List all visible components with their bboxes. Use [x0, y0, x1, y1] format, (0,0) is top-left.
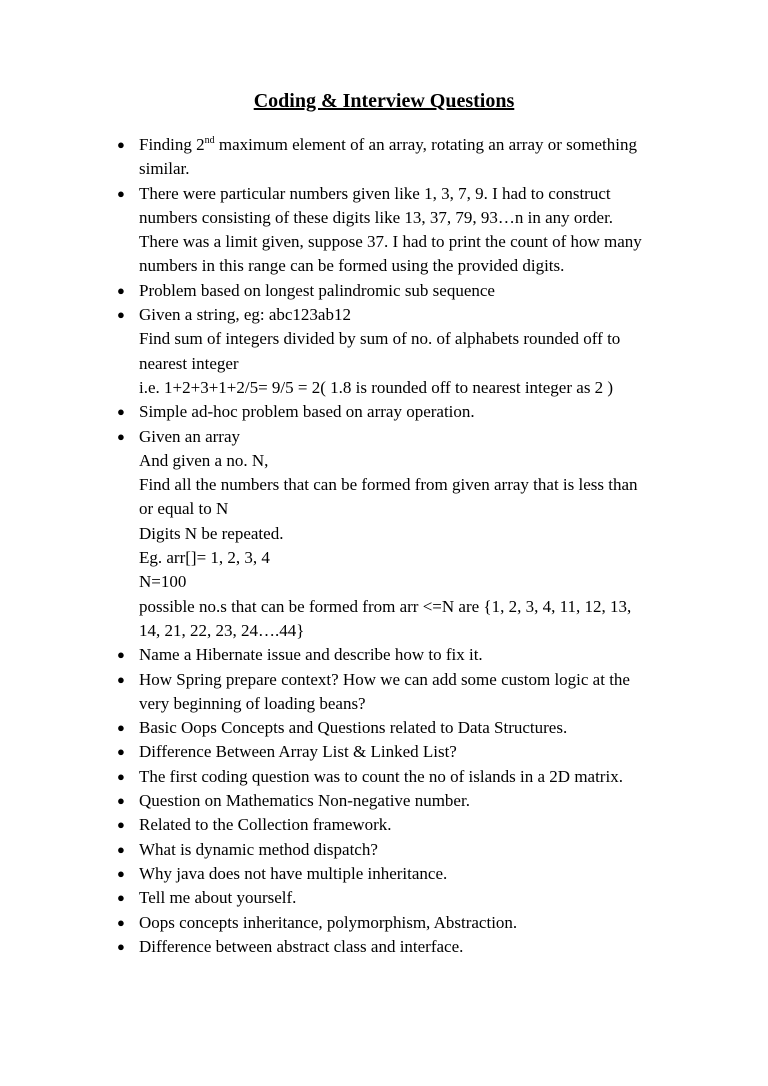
ordinal-suffix: nd: [204, 135, 215, 146]
item-line: similar.: [139, 159, 190, 179]
item-line: i.e. 1+2+3+1+2/5= 9/5 = 2( 1.8 is rounded off to nearest integer as 2 ): [139, 377, 614, 397]
item-line: Simple ad-hoc problem based on array operation.: [139, 402, 475, 422]
bullet-icon: ●: [117, 817, 125, 833]
bullet-icon: ●: [117, 914, 125, 930]
bullet-icon: ●: [117, 671, 125, 687]
list-item: [112, 303, 682, 400]
item-line: What is dynamic method dispatch?: [139, 839, 378, 859]
bullet-icon: ●: [117, 185, 125, 201]
item-line: The first coding question was to count the no of islands in a 2D matrix.: [139, 766, 623, 786]
item-line: Why java does not have multiple inheritance.: [139, 863, 448, 883]
list-item: [112, 133, 682, 182]
list-item: [112, 813, 682, 837]
item-line: Find sum of integers divided by sum of no. of alphabets rounded off to: [139, 329, 621, 349]
item-line: There were particular numbers given like 1, 3, 7, 9. I had to construct: [139, 183, 611, 203]
item-line: numbers in this range can be formed using the provided digits.: [139, 256, 565, 276]
item-line: Name a Hibernate issue and describe how to fix it.: [139, 645, 483, 665]
list-item: [112, 765, 682, 789]
item-line: Question on Mathematics Non-negative number.: [139, 791, 470, 811]
item-line: Oops concepts inheritance, polymorphism, Abstraction.: [139, 912, 518, 932]
bullet-icon: ●: [117, 307, 125, 323]
list-item: [112, 862, 682, 886]
item-line: 14, 21, 22, 23, 24….44}: [139, 620, 305, 640]
item-line: Difference between abstract class and interface.: [139, 936, 464, 956]
bullet-icon: ●: [117, 768, 125, 784]
item-line: There was a limit given, suppose 37. I had to print the count of how many: [139, 232, 642, 252]
list-item: [112, 716, 682, 740]
item-line: numbers consisting of these digits like 13, 37, 79, 93…n in any order.: [139, 207, 614, 227]
list-item: [112, 740, 682, 764]
list-item: [112, 668, 682, 717]
bullet-icon: ●: [117, 890, 125, 906]
item-text: Finding 2: [139, 135, 205, 154]
item-line: Find all the numbers that can be formed from given array that is less than: [139, 475, 638, 495]
item-line: Digits N be repeated.: [139, 523, 284, 543]
item-line: Eg. arr[]= 1, 2, 3, 4: [139, 548, 270, 568]
bullet-icon: ●: [117, 428, 125, 444]
item-line: Related to the Collection framework.: [139, 815, 392, 835]
item-line: [139, 133, 682, 157]
bullet-icon: ●: [117, 720, 125, 736]
list-item: [112, 886, 682, 910]
bullet-icon: ●: [117, 137, 125, 152]
item-line: Basic Oops Concepts and Questions related to Data Structures.: [139, 718, 568, 738]
item-line: Given a string, eg: abc123ab12: [139, 305, 351, 325]
item-line: How Spring prepare context? How we can add some custom logic at the: [139, 669, 630, 689]
list-item: [112, 838, 682, 862]
item-line: Tell me about yourself.: [139, 888, 297, 908]
bullet-icon: ●: [117, 744, 125, 760]
list-item: [112, 643, 682, 667]
bullet-icon: ●: [117, 938, 125, 954]
bullet-icon: ●: [117, 865, 125, 881]
list-item: [112, 279, 682, 303]
list-item: [112, 935, 682, 959]
item-line: very beginning of loading beans?: [139, 693, 366, 713]
bullet-icon: ●: [117, 404, 125, 420]
page-title: Coding & Interview Questions: [253, 90, 515, 112]
list-item: [112, 182, 682, 279]
item-line: possible no.s that can be formed from arr <=N are {1, 2, 3, 4, 11, 12, 13,: [139, 596, 632, 616]
bullet-icon: ●: [117, 647, 125, 663]
list-item: [112, 789, 682, 813]
item-line: N=100: [139, 572, 187, 592]
list-item: [112, 400, 682, 424]
bullet-icon: ●: [117, 282, 125, 298]
item-text: maximum element of an array, rotating an array or something: [218, 135, 637, 154]
question-list: [112, 133, 682, 959]
item-line: Problem based on longest palindromic sub sequence: [139, 280, 495, 300]
bullet-icon: ●: [117, 793, 125, 809]
item-line: or equal to N: [139, 499, 229, 519]
item-line: nearest integer: [139, 353, 239, 373]
item-line: And given a no. N,: [139, 450, 269, 470]
list-item: [112, 911, 682, 935]
item-line: Given an array: [139, 426, 241, 446]
item-line: Difference Between Array List & Linked List?: [139, 742, 457, 762]
bullet-icon: ●: [117, 841, 125, 857]
list-item: [112, 425, 682, 644]
